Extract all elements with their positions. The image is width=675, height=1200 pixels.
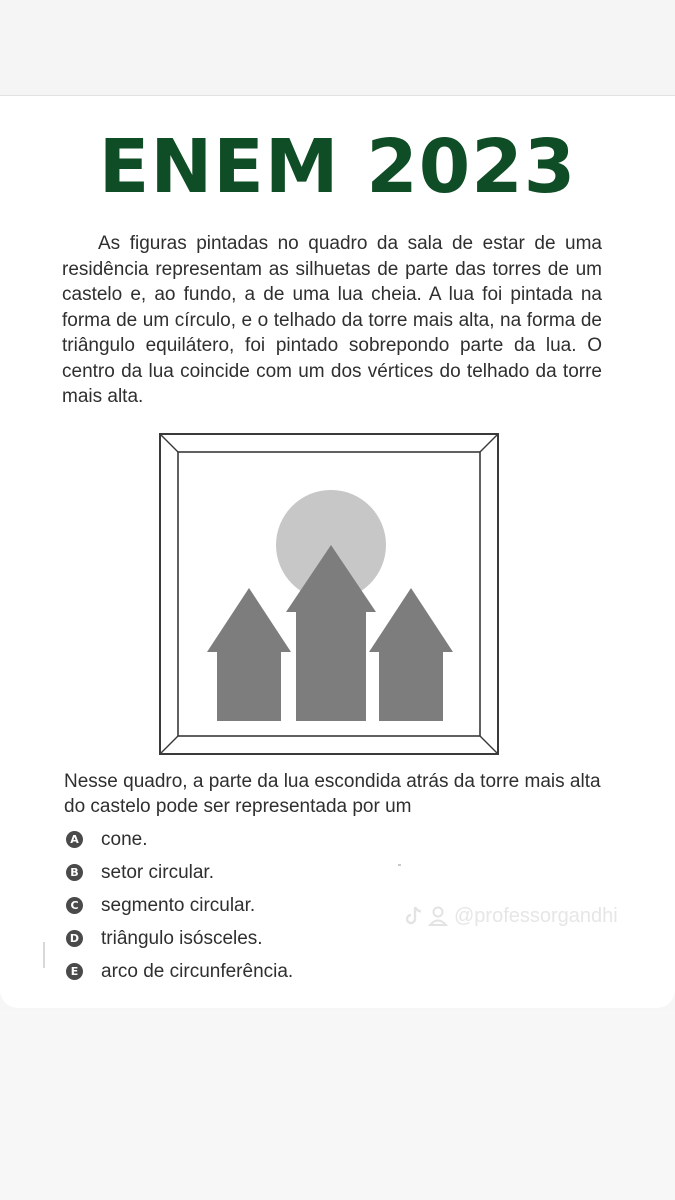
watermark (404, 903, 618, 929)
painting-figure (158, 432, 500, 758)
tiktok-icon (404, 905, 424, 927)
problem-statement: As figuras pintadas no quadro da sala de estar de uma residência representam as silhuetas de parte das torres de um castelo e, ao fundo, a de uma lua cheia. A lua foi pintada na forma de um círculo, e o telhado da torre mais alta, na forma de triângulo equilátero, foi pintado sobrepondo parte da lua. O centro da lua coincide com um dos vértices do telhado da torre mais alta. (62, 233, 602, 407)
option-letter-badge: E (66, 963, 83, 980)
top-band (0, 0, 675, 96)
painting-illustration (158, 432, 500, 758)
watermark-handle: @professorgandhi (454, 905, 618, 927)
scan-mark (43, 942, 45, 968)
option-letter-badge: A (66, 831, 83, 848)
answer-options (66, 828, 293, 993)
option-text: triângulo isósceles. (101, 928, 263, 949)
question-prompt: Nesse quadro, a parte da lua escondida atrás da torre mais alta do castelo pode ser representada por um (64, 771, 601, 817)
page-title: ENEM 2023 (98, 124, 577, 210)
option-b[interactable] (66, 861, 293, 894)
profile-icon (428, 905, 448, 927)
bottom-band (0, 1010, 675, 1200)
option-letter-badge: D (66, 930, 83, 947)
option-letter-badge: B (66, 864, 83, 881)
option-text: arco de circunferência. (101, 961, 294, 982)
scan-dot (398, 864, 401, 866)
option-letter-badge: C (66, 897, 83, 914)
option-text: cone. (101, 829, 148, 850)
option-text: setor circular. (101, 862, 214, 883)
option-d[interactable] (66, 927, 293, 960)
option-a[interactable] (66, 828, 293, 861)
option-text: segmento circular. (101, 895, 256, 916)
option-c[interactable] (66, 894, 293, 927)
option-e[interactable] (66, 960, 293, 993)
